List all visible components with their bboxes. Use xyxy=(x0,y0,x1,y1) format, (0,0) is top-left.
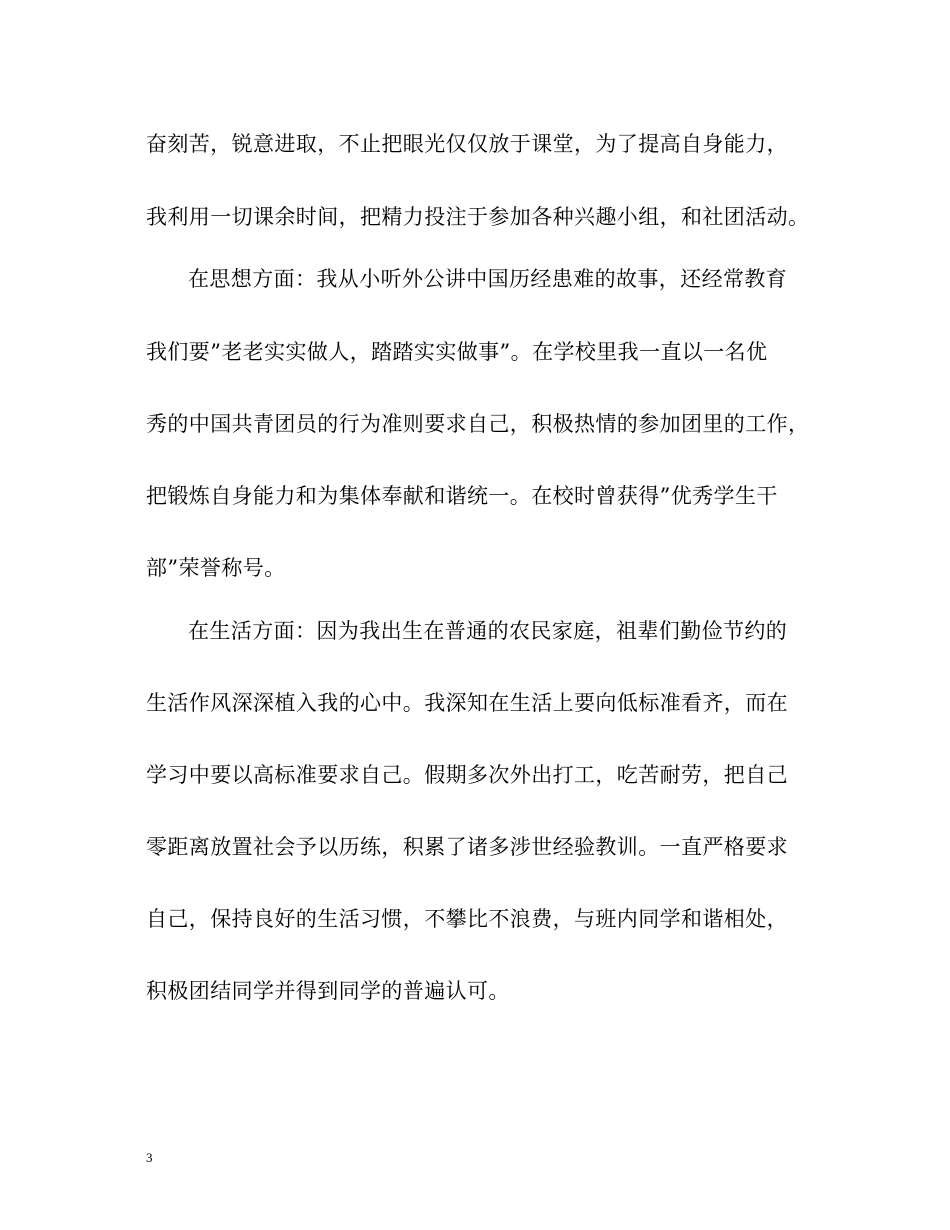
paragraph-start-life: 在生活方面：因为我出生在普通的农民家庭，祖辈们勤俭节约的 xyxy=(188,619,788,643)
text-line: 零距离放置社会予以历练，积累了诸多涉世经验教训。一直严格要求 xyxy=(146,835,788,859)
text-line: 积极团结同学并得到同学的普遍认可。 xyxy=(146,979,510,1003)
text-line: 我们要”老老实实做人，踏踏实实做事”。在学校里我一直以一名优 xyxy=(146,340,768,364)
text-line: 把锻炼自身能力和为集体奉献和谐统一。在校时曾获得”优秀学生干 xyxy=(146,484,778,508)
paragraph-start-thought: 在思想方面：我从小听外公讲中国历经患难的故事，还经常教育 xyxy=(188,267,788,291)
text-line: 学习中要以高标准要求自己。假期多次外出打工，吃苦耐劳，把自己 xyxy=(146,763,788,787)
text-line: 秀的中国共青团员的行为准则要求自己，积极热情的参加团里的工作， xyxy=(146,412,810,436)
text-line: 部”荣誉称号。 xyxy=(146,556,286,580)
text-line: 自己，保持良好的生活习惯，不攀比不浪费，与班内同学和谐相处， xyxy=(146,907,788,931)
page-number: 3 xyxy=(146,1150,153,1165)
text-line: 我利用一切课余时间，把精力投注于参加各种兴趣小组，和社团活动。 xyxy=(146,205,810,229)
text-line: 生活作风深深植入我的心中。我深知在生活上要向低标准看齐，而在 xyxy=(146,691,788,715)
text-line: 奋刻苦，锐意进取，不止把眼光仅仅放于课堂，为了提高自身能力， xyxy=(146,132,788,156)
